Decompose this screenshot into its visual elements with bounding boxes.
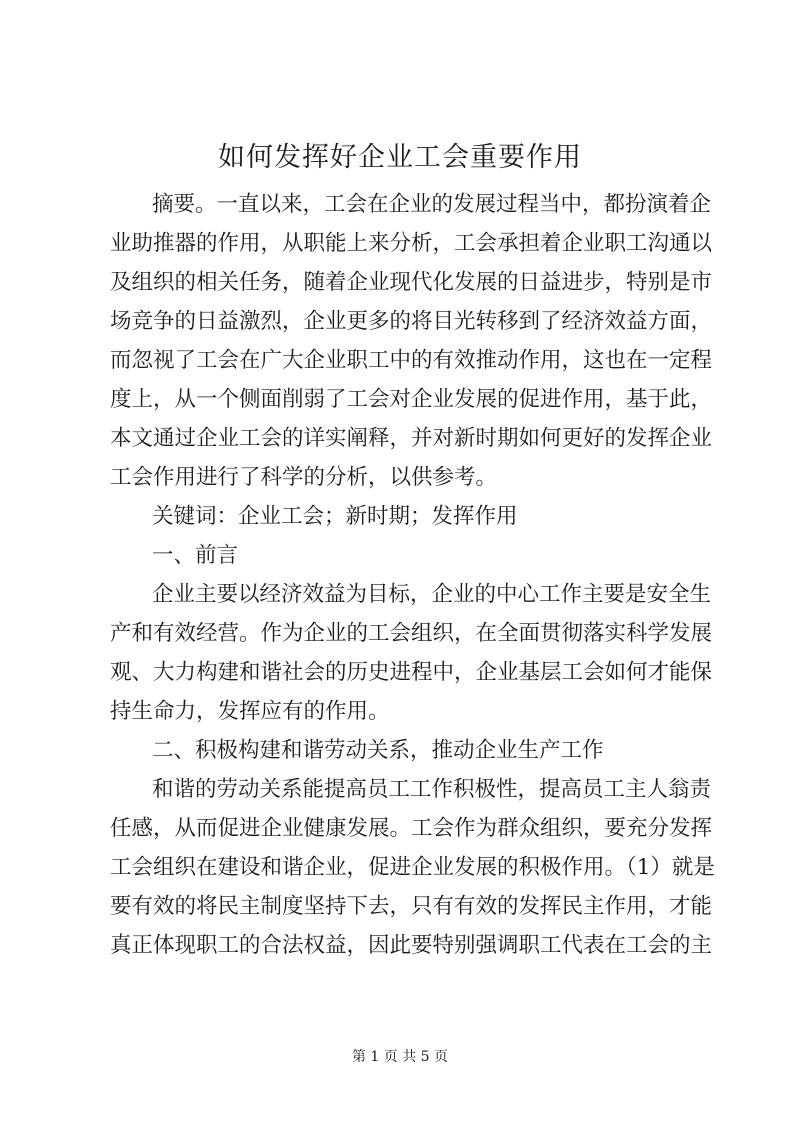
section-1-line-2: 产和有效经营。作为企业的工会组织，在全面贯彻落实科学发展 xyxy=(110,621,713,646)
keywords-line: 关键词：企业工会；新时期；发挥作用 xyxy=(152,504,518,529)
section-2-line-2: 任感，从而促进企业健康发展。工会作为群众组织，要充分发挥 xyxy=(110,816,713,841)
abstract-line-2: 业助推器的作用，从职能上来分析，工会承担着企业职工沟通以 xyxy=(110,231,713,256)
section-1-line-3: 观、大力构建和谐社会的历史进程中，企业基层工会如何才能保 xyxy=(110,660,713,685)
document-title: 如何发挥好企业工会重要作用 xyxy=(218,142,582,173)
abstract-line-3: 及组织的相关任务，随着企业现代化发展的日益进步，特别是市 xyxy=(110,270,713,295)
section-2-line-3: 工会组织在建设和谐企业，促进企业发展的积极作用。（1）就是 xyxy=(110,855,715,880)
section-2-heading: 二、积极构建和谐劳动关系，推动企业生产工作 xyxy=(152,738,604,763)
abstract-line-4: 场竞争的日益激烈，企业更多的将目光转移到了经济效益方面， xyxy=(110,309,713,334)
abstract-line-7: 本文通过企业工会的详实阐释，并对新时期如何更好的发挥企业 xyxy=(110,426,713,451)
abstract-line-5: 而忽视了工会在广大企业职工中的有效推动作用，这也在一定程 xyxy=(110,348,713,373)
page-footer: 第 1 页 共 5 页 xyxy=(351,1049,449,1065)
section-2-line-4: 要有效的将民主制度坚持下去，只有有效的发挥民主作用，才能 xyxy=(110,894,713,919)
section-1-line-1: 企业主要以经济效益为目标，企业的中心工作主要是安全生 xyxy=(152,582,712,607)
section-2-line-5: 真正体现职工的合法权益，因此要特别强调职工代表在工会的主 xyxy=(110,933,713,958)
section-2-line-1: 和谐的劳动关系能提高员工工作积极性，提高员工主人翁责 xyxy=(152,777,712,802)
section-1-heading: 一、前言 xyxy=(152,543,239,568)
abstract-line-8: 工会作用进行了科学的分析，以供参考。 xyxy=(110,465,498,490)
abstract-line-1: 摘要。一直以来，工会在企业的发展过程当中，都扮演着企 xyxy=(152,192,712,217)
abstract-line-6: 度上，从一个侧面削弱了工会对企业发展的促进作用，基于此， xyxy=(110,387,713,412)
section-1-line-4: 持生命力，发挥应有的作用。 xyxy=(110,699,390,724)
